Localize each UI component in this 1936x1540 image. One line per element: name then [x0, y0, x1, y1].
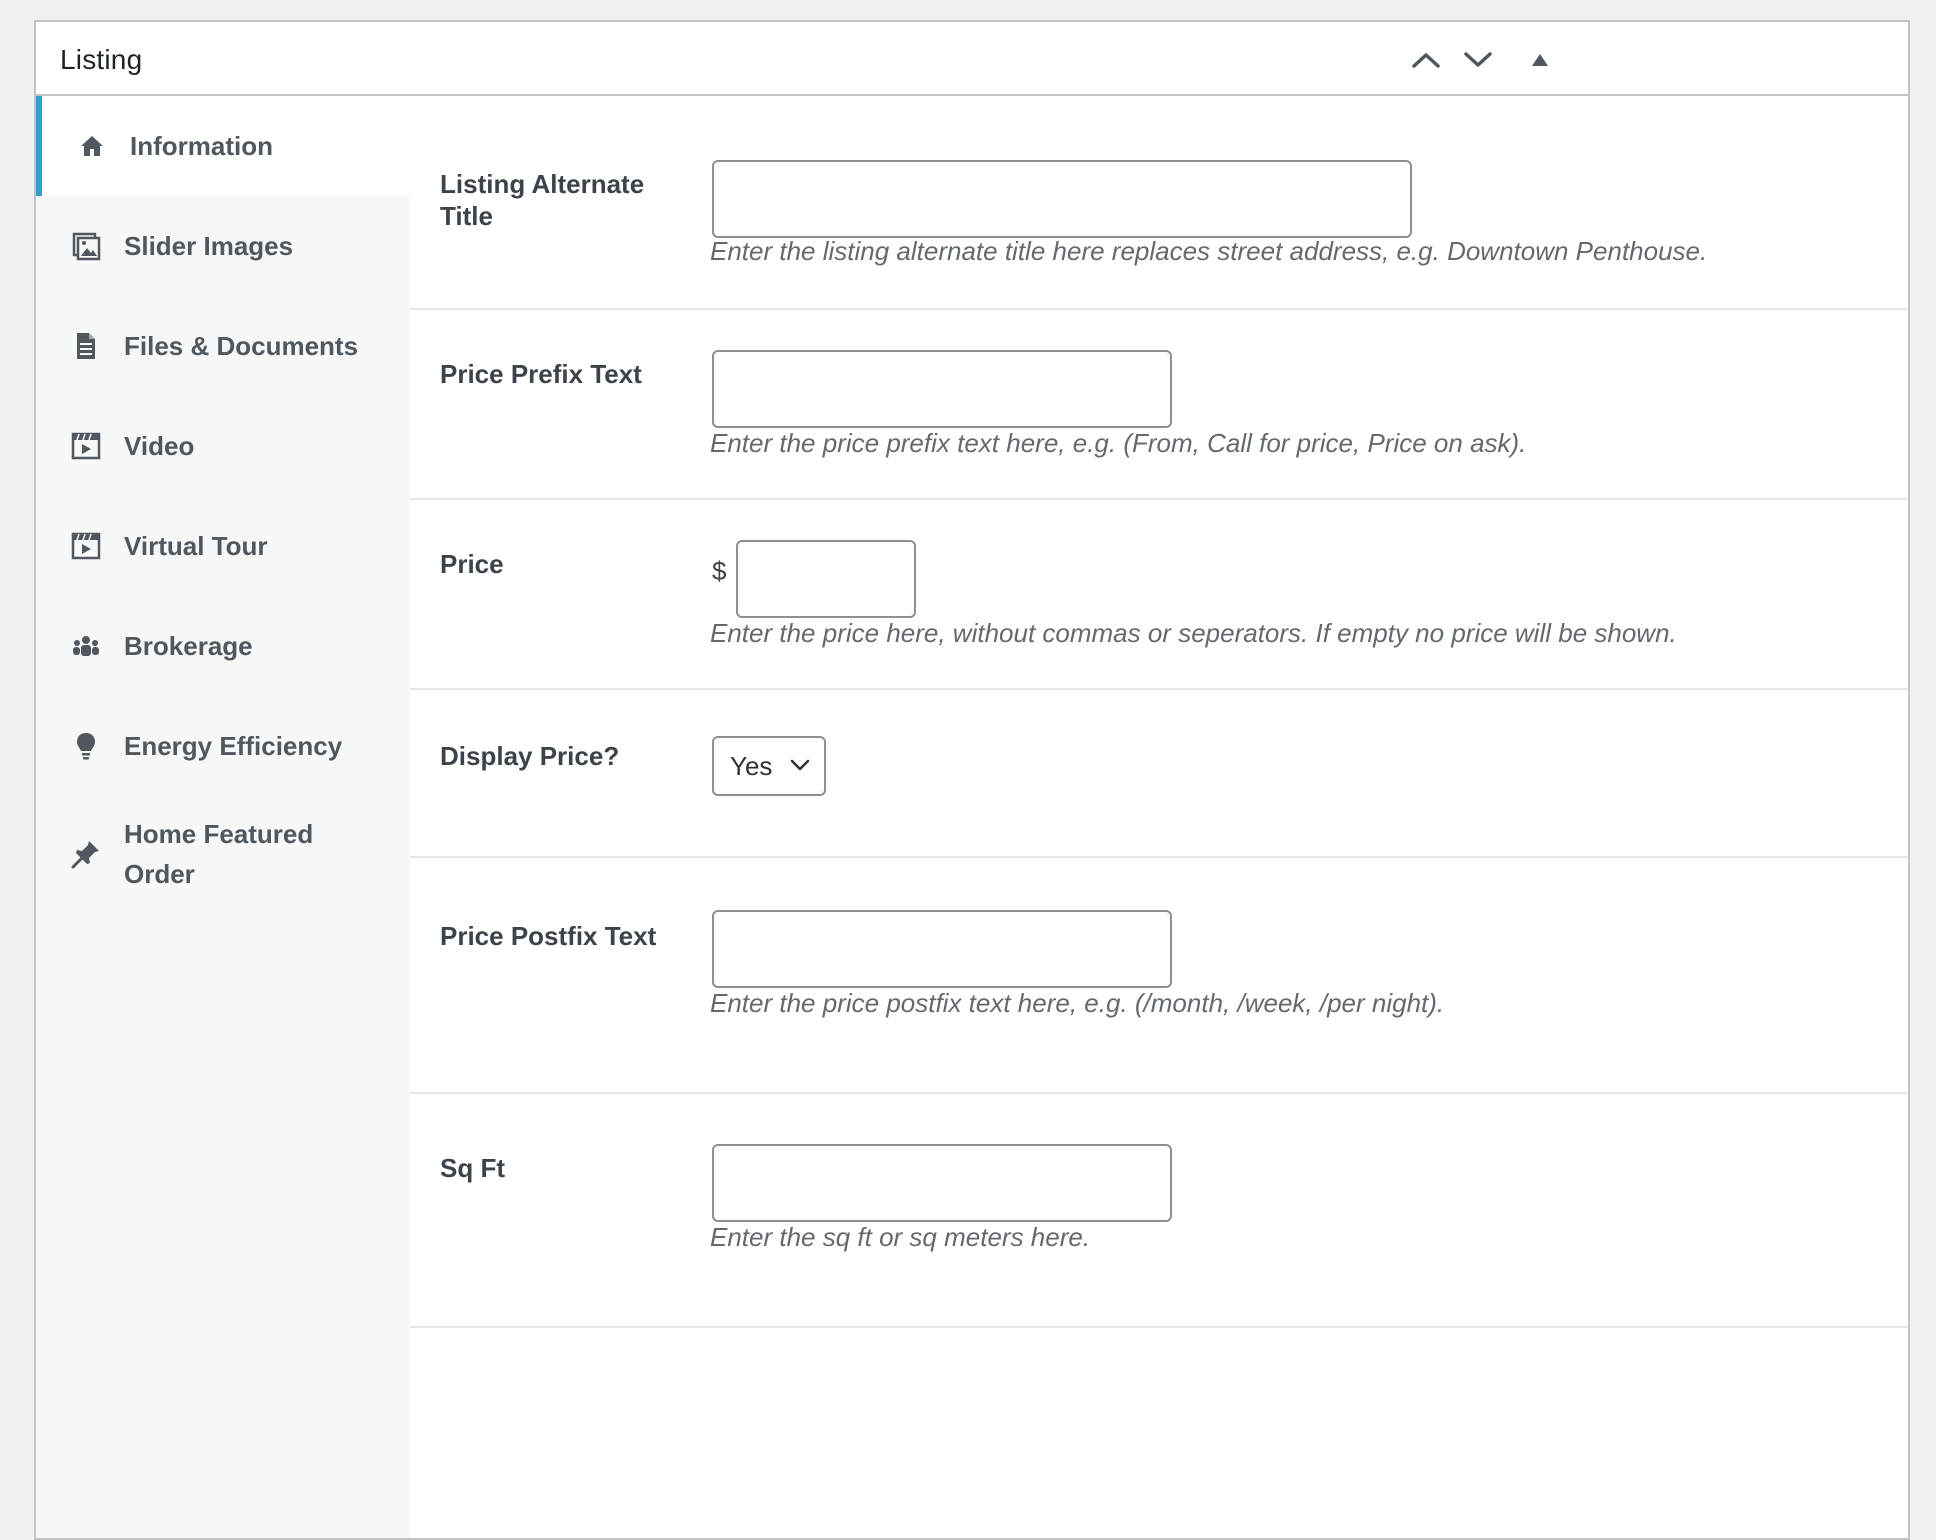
tab-label: Information — [130, 130, 273, 161]
metabox-title: Listing — [60, 44, 143, 75]
tab-video[interactable] — [36, 396, 410, 496]
tabs-sidebar — [36, 96, 410, 1538]
sqft-description: Enter the sq ft or sq meters here. — [710, 1222, 1091, 1252]
tab-label: Video — [124, 430, 195, 461]
price-postfix-label: Price Postfix Text — [440, 921, 657, 951]
toggle-panel-button[interactable] — [1520, 40, 1560, 80]
listing-metabox — [34, 20, 1910, 1540]
move-up-button[interactable] — [1406, 40, 1446, 80]
alt-title-label: Listing Alternate Title — [440, 169, 645, 231]
tab-energy-efficiency[interactable] — [36, 696, 410, 796]
tab-information[interactable] — [36, 96, 410, 196]
images-icon — [70, 230, 102, 262]
tab-home-featured-order[interactable] — [36, 796, 410, 912]
tab-label: Slider Images — [124, 230, 294, 261]
video-icon — [70, 430, 102, 462]
tab-slider-images[interactable] — [36, 196, 410, 296]
fields-panel — [410, 96, 1908, 1538]
price-prefix-description: Enter the price prefix text here, e.g. (From, Call for price, Price on ask). — [710, 428, 1527, 458]
tab-virtual-tour[interactable] — [36, 496, 410, 596]
tab-brokerage[interactable] — [36, 596, 410, 696]
tab-label: Home Featured Order — [124, 819, 314, 889]
price-prefix-input[interactable] — [712, 350, 1172, 428]
chevron-down-icon — [790, 758, 810, 772]
tab-label: Files & Documents — [124, 330, 359, 361]
price-prefix-label: Price Prefix Text — [440, 359, 642, 389]
field-row-display-price — [410, 690, 1908, 858]
field-row-price — [410, 500, 1908, 690]
field-row-price-postfix — [410, 858, 1908, 1094]
price-postfix-input[interactable] — [712, 910, 1172, 988]
tab-files-documents[interactable] — [36, 296, 410, 396]
price-input[interactable] — [736, 540, 916, 618]
triangle-up-icon — [1530, 52, 1550, 68]
video-icon — [70, 530, 102, 562]
lightbulb-icon — [70, 730, 102, 762]
groups-icon — [70, 630, 102, 662]
alt-title-description: Enter the listing alternate title here replaces street address, e.g. Downtown Penthouse. — [710, 236, 1708, 266]
price-label: Price — [440, 549, 504, 579]
sqft-input[interactable] — [712, 1144, 1172, 1222]
sqft-label: Sq Ft — [440, 1153, 505, 1183]
tab-label: Brokerage — [124, 630, 253, 661]
field-row-sqft — [410, 1094, 1908, 1328]
price-description: Enter the price here, without commas or seperators. If empty no price will be shown. — [710, 618, 1677, 648]
tab-label: Energy Efficiency — [124, 730, 343, 761]
price-postfix-description: Enter the price postfix text here, e.g. (/month, /week, /per night). — [710, 988, 1445, 1018]
home-icon — [76, 130, 108, 162]
chevron-up-icon — [1411, 50, 1441, 70]
move-down-button[interactable] — [1458, 40, 1498, 80]
display-price-selected: Yes — [730, 750, 773, 781]
display-price-label: Display Price? — [440, 741, 620, 771]
field-row-alt-title — [410, 96, 1908, 310]
tab-label: Virtual Tour — [124, 530, 268, 561]
pin-icon — [70, 838, 102, 870]
field-row-price-prefix — [410, 310, 1908, 500]
display-price-select[interactable] — [712, 736, 826, 796]
currency-symbol: $ — [712, 556, 727, 586]
chevron-down-icon — [1463, 50, 1493, 70]
document-icon — [70, 330, 102, 362]
alt-title-input[interactable] — [712, 160, 1412, 238]
metabox-header — [36, 22, 1908, 96]
